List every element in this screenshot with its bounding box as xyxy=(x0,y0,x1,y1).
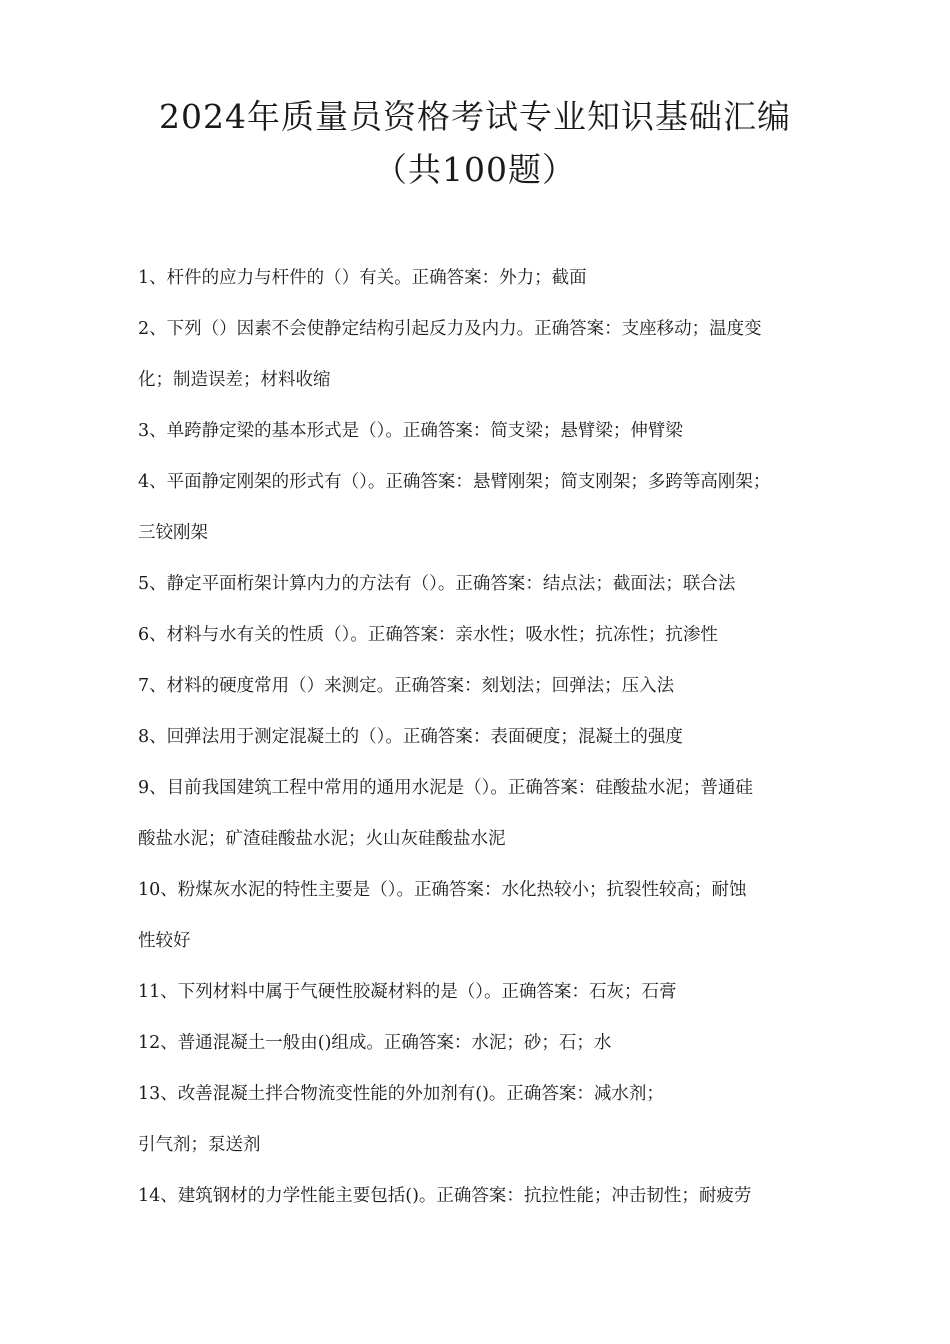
question-list xyxy=(138,253,818,1222)
question-line: 6、材料与水有关的性质（）。正确答案：亲水性；吸水性；抗冻性；抗渗性 xyxy=(138,625,718,645)
question-line: 3、单跨静定梁的基本形式是（）。正确答案：简支梁；悬臂梁；伸臂梁 xyxy=(138,421,683,441)
question-line: 5、静定平面桁架计算内力的方法有（）。正确答案：结点法；截面法；联合法 xyxy=(138,574,736,594)
question-line: 性较好 xyxy=(138,931,191,951)
question-line: 10、粉煤灰水泥的特性主要是（）。正确答案：水化热较小；抗裂性较高；耐蚀 xyxy=(138,880,747,900)
question-line: 化；制造误差；材料收缩 xyxy=(138,370,331,390)
question-line: 13、改善混凝土拌合物流变性能的外加剂有()。正确答案：减水剂； xyxy=(138,1084,664,1104)
question-line: 引气剂；泵送剂 xyxy=(138,1135,261,1155)
question-line: 12、普通混凝土一般由()组成。正确答案：水泥；砂；石；水 xyxy=(138,1033,612,1053)
question-line: 9、目前我国建筑工程中常用的通用水泥是（）。正确答案：硅酸盐水泥；普通硅 xyxy=(138,778,753,798)
question-line: 11、下列材料中属于气硬性胶凝材料的是（）。正确答案：石灰；石膏 xyxy=(138,982,677,1002)
question-line: 14、建筑钢材的力学性能主要包括()。正确答案：抗拉性能；冲击韧性；耐疲劳 xyxy=(138,1186,752,1206)
question-line: 7、材料的硬度常用（）来测定。正确答案：刻划法；回弹法；压入法 xyxy=(138,676,675,696)
document-subtitle: （共100题） xyxy=(374,150,576,189)
question-line: 1、杆件的应力与杆件的（）有关。正确答案：外力；截面 xyxy=(138,268,587,288)
question-line: 三铰刚架 xyxy=(138,523,208,543)
question-line: 8、回弹法用于测定混凝土的（）。正确答案：表面硬度；混凝土的强度 xyxy=(138,727,683,747)
question-line: 酸盐水泥；矿渣硅酸盐水泥；火山灰硅酸盐水泥 xyxy=(138,829,506,849)
question-line: 2、下列（）因素不会使静定结构引起反力及内力。正确答案：支座移动；温度变 xyxy=(138,319,762,339)
question-line: 4、平面静定刚架的形式有（）。正确答案：悬臂刚架；简支刚架；多跨等高刚架； xyxy=(138,472,771,492)
document-title: 2024年质量员资格考试专业知识基础汇编 xyxy=(159,97,791,136)
